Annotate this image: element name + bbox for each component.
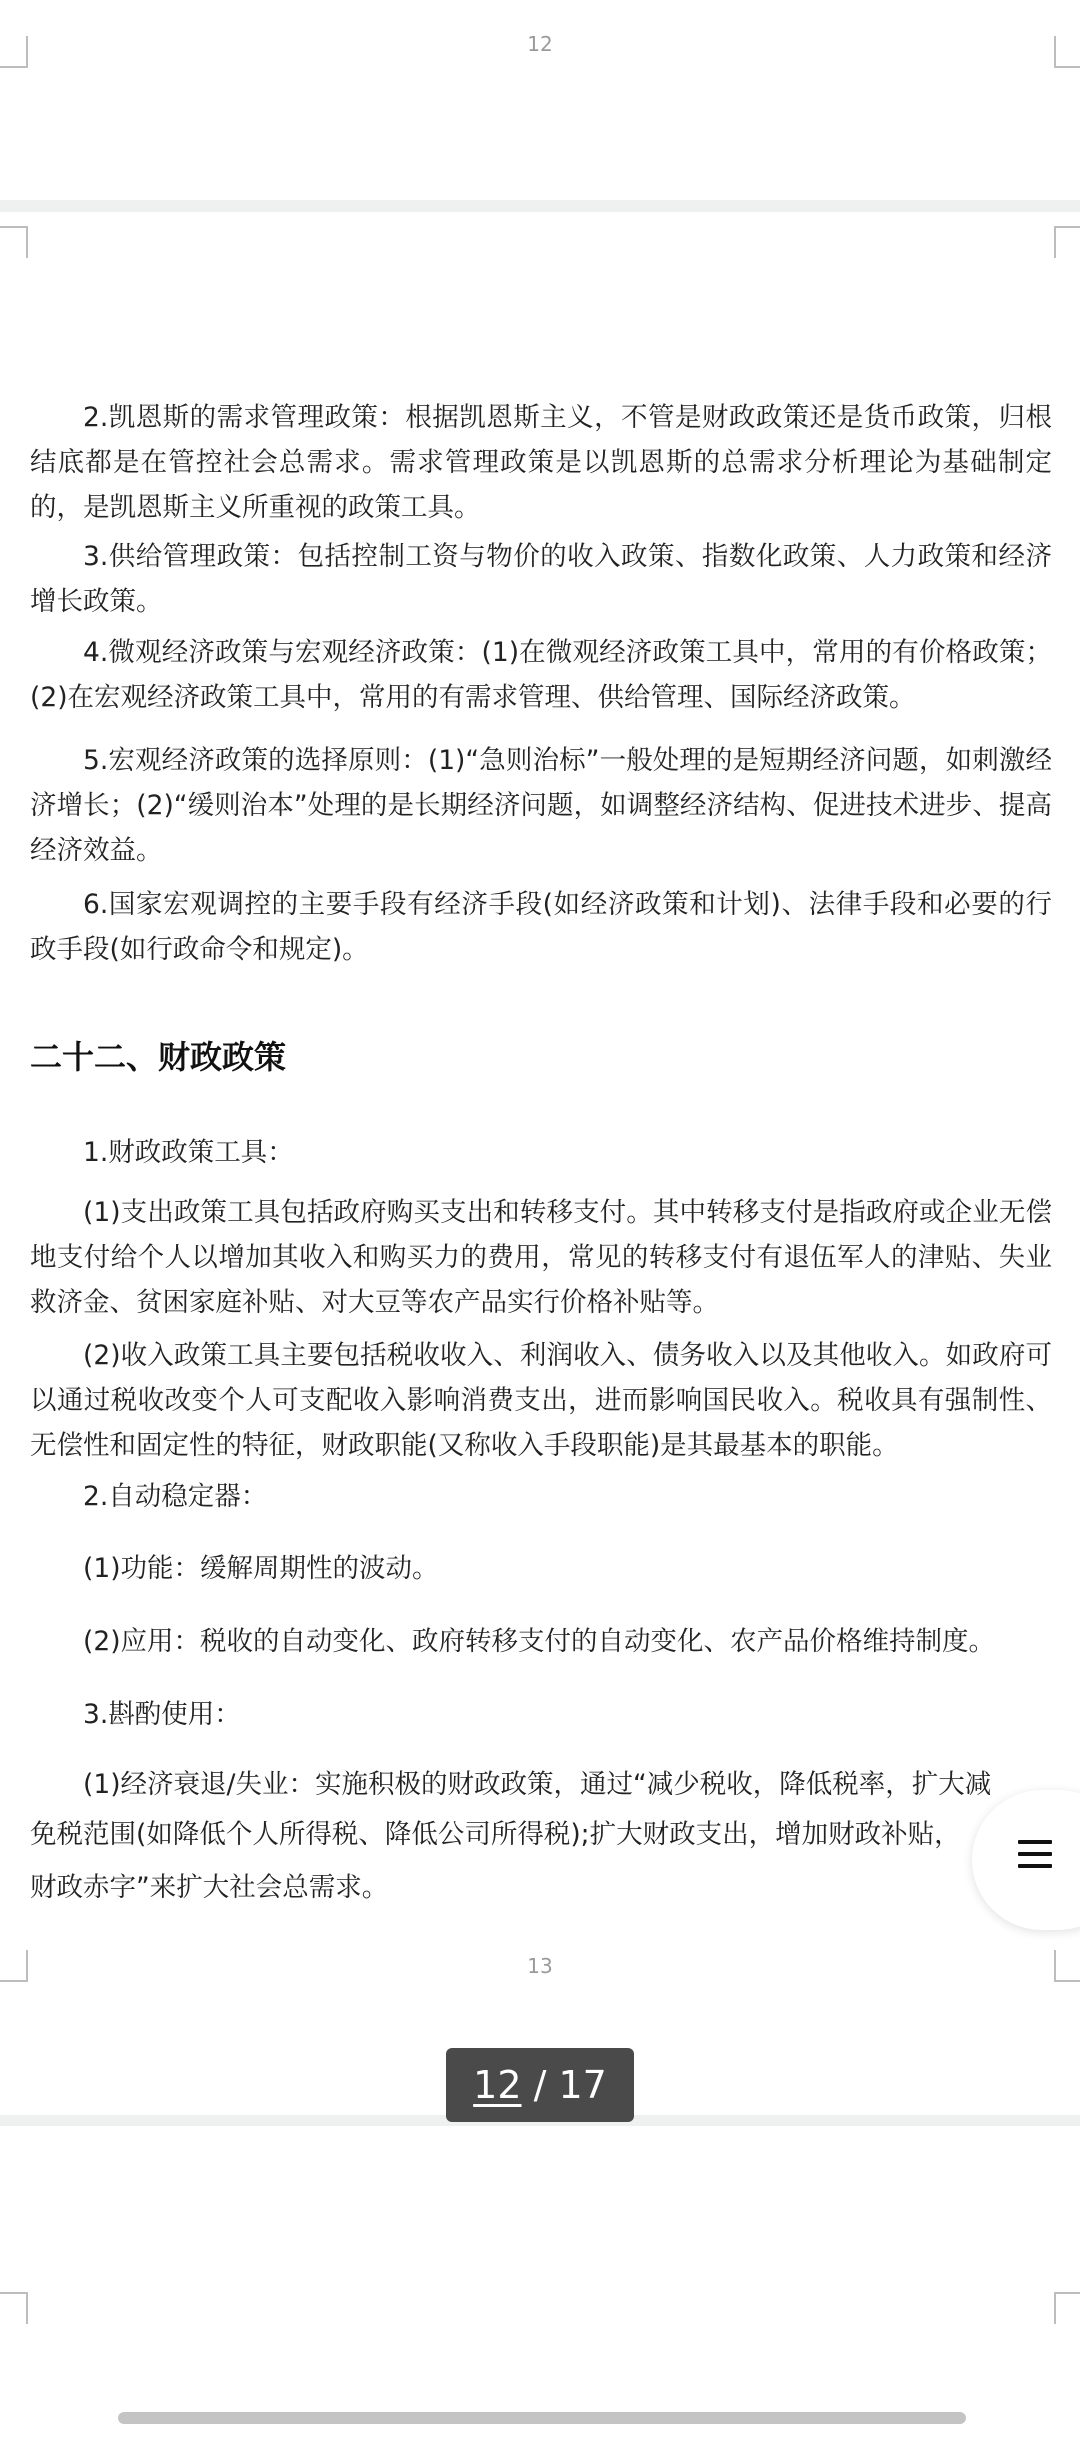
horizontal-scrollbar[interactable] bbox=[118, 2412, 966, 2424]
page-top bbox=[0, 0, 1080, 200]
menu-icon bbox=[1018, 1840, 1052, 1876]
paragraph-supply: 3.供给管理政策：包括控制工资与物价的收入政策、指数化政策、人力政策和经济增长政策。 bbox=[30, 541, 1052, 617]
paragraph-selection: 5.宏观经济政策的选择原则：(1)“急则治标”一般处理的是短期经济问题，如刺激经济增长；(2)“缓则治本”处理的是长期经济问题，如调整经济结构、促进技术进步、提高经济效益。 bbox=[30, 745, 1052, 866]
paragraph-keynes: 2.凯恩斯的需求管理政策：根据凯恩斯主义，不管是财政政策还是货币政策，归根结底都是在管控社会总需求。需求管理政策是以凯恩斯的总需求分析理论为基础制定的，是凯恩斯主义所重视的政策工具。 bbox=[30, 402, 1052, 523]
paragraph-stabilizer: 2.自动稳定器： bbox=[83, 1481, 268, 1512]
paragraph-application: (2)应用：税收的自动变化、政府转移支付的自动变化、农产品价格维持制度。 bbox=[83, 1626, 996, 1657]
crop-mark bbox=[1054, 2292, 1080, 2324]
page-number-top: 12 bbox=[527, 32, 553, 56]
paragraph-expenditure: (1)支出政策工具包括政府购买支出和转移支付。其中转移支付是指政府或企业无偿地支付给个人以增加其收入和购买力的费用，常见的转移支付有退伍军人的津贴、失业救济金、贫困家庭补贴、对大豆等农产品实行价格补贴等。 bbox=[30, 1197, 1052, 1318]
paragraph-macro-means: 6.国家宏观调控的主要手段有经济手段(如经济政策和计划)、法律手段和必要的行政手段(如行政命令和规定)。 bbox=[30, 889, 1052, 965]
paragraph-recession-line3: 财政赤字”来扩大社会总需求。 bbox=[30, 1872, 389, 1903]
paragraph-recession-line2: 免税范围(如降低个人所得税、降低公司所得税);扩大财政支出，增加财政补贴， bbox=[30, 1819, 961, 1850]
section-heading: 二十二、财政政策 bbox=[30, 1038, 287, 1076]
paragraph-discretion: 3.斟酌使用： bbox=[83, 1699, 241, 1730]
paragraph-revenue: (2)收入政策工具主要包括税收收入、利润收入、债务收入以及其他收入。如政府可以通过税收改变个人可支配收入影响消费支出，进而影响国民收入。税收具有强制性、无偿性和固定性的特征，财政职能(又称收入手段职能)是其最基本的职能。 bbox=[30, 1340, 1052, 1461]
page-next bbox=[0, 2126, 1080, 2438]
crop-mark bbox=[1054, 226, 1080, 258]
page-main bbox=[0, 212, 1080, 2115]
crop-mark bbox=[0, 226, 28, 258]
crop-mark bbox=[0, 2292, 28, 2324]
page-separator: / bbox=[521, 2063, 559, 2107]
current-page: 12 bbox=[473, 2063, 522, 2107]
paragraph-tools: 1.财政政策工具： bbox=[83, 1137, 294, 1168]
page-indicator[interactable] bbox=[446, 2048, 634, 2122]
paragraph-recession-line1: (1)经济衰退/失业：实施积极的财政政策，通过“减少税收，降低税率，扩大减 bbox=[83, 1769, 992, 1800]
page-number-bottom: 13 bbox=[527, 1954, 553, 1978]
total-pages: 17 bbox=[558, 2063, 607, 2107]
crop-mark bbox=[0, 36, 28, 68]
crop-mark bbox=[1054, 36, 1080, 68]
paragraph-micro-macro: 4.微观经济政策与宏观经济政策：(1)在微观经济政策工具中，常用的有价格政策；(2)在宏观经济政策工具中，常用的有需求管理、供给管理、国际经济政策。 bbox=[30, 637, 1052, 713]
paragraph-function: (1)功能：缓解周期性的波动。 bbox=[83, 1553, 439, 1584]
